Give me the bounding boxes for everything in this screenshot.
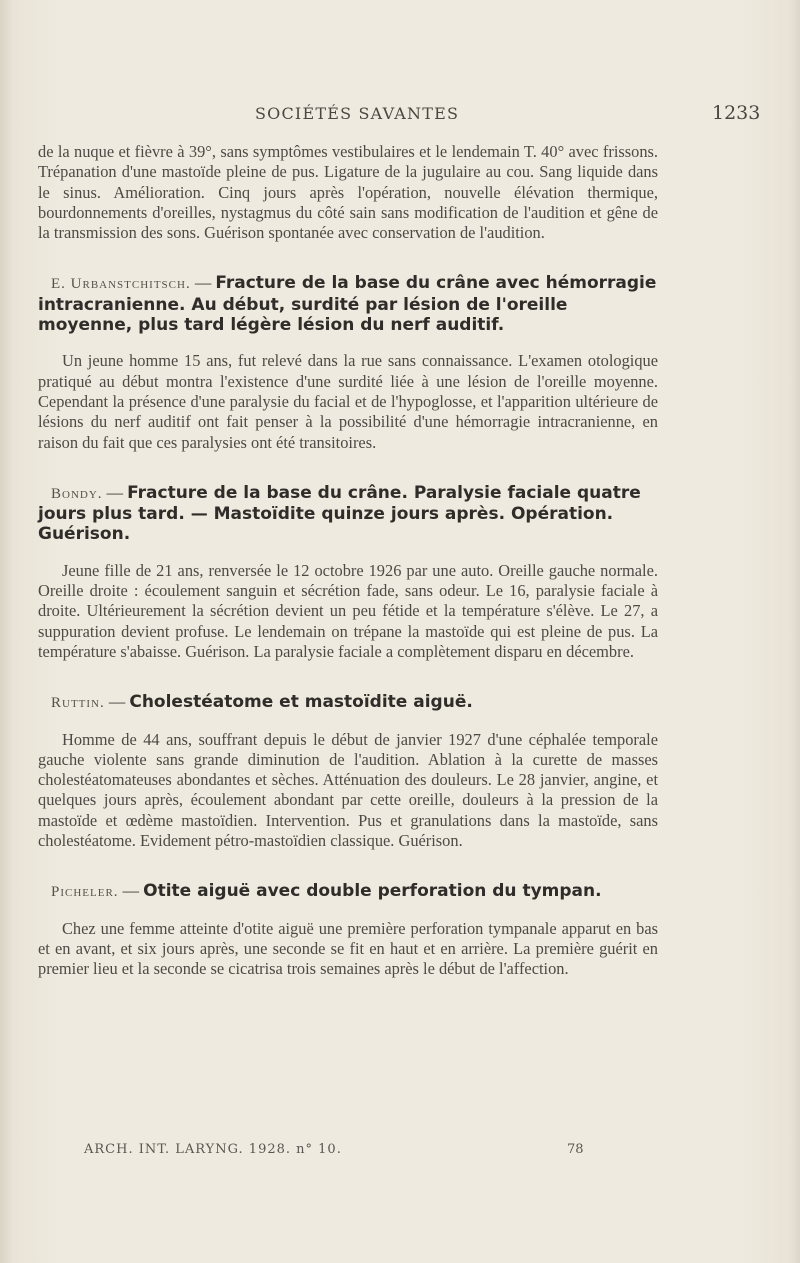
report-urbanstchitsch — [38, 273, 658, 452]
report-heading — [38, 692, 658, 713]
report-body: Homme de 44 ans, souffrant depuis le début de janvier 1927 d'une céphalée temporale gauche violente sans grande diminution de l'audition. Ablation à la curette de masses cholestéatomateuses abondantes et sèches. Atténuation des douleurs. Le 28 janvier, angine, et quelques jours après, écoulement abondant par cette oreille, douleurs à la pression de la mastoïde et œdème mastoïdien. Intervention. Pus et granulations dans la mastoïde, sans cholestéatome. Evidement pétro-mastoïdien classique. Guérison. — [38, 729, 658, 851]
report-body: Chez une femme atteinte d'otite aiguë une première perforation tympanale apparut en bas et en avant, et six jours après, une seconde se fit en haut et en arrière. La première guérit en premier lieu et la seconde se cicatrisa trois semaines après le début de l'affection. — [38, 918, 658, 979]
report-body: Jeune fille de 21 ans, renversée le 12 octobre 1926 par une auto. Oreille gauche normale. Oreille droite : écoulement sanguin et sécrétion fade, sans odeur. Le 16, paralysie faciale à droite. Ultérieurement la sécrétion devient un peu fétide et la température s'élève. Le 27, a suppuration devient profuse. Le lendemain on trépane la mastoïde qui est pleine de pus. La température s'abaisse. Guérison. La paralysie faciale a complètement disparu en décembre. — [38, 560, 658, 661]
signature-mark: 78 — [567, 1142, 584, 1157]
page-number: 1233 — [712, 102, 761, 124]
report-title: Fracture de la base du crâne. Paralysie faciale quatre jours plus tard. — Mastoïdite quinze jours après. Opération. Guérison. — [38, 482, 641, 545]
report-bondy — [38, 483, 658, 662]
report-title: Otite aiguë avec double perforation du tympan. — [143, 881, 602, 902]
report-ruttin — [38, 692, 658, 851]
heading-separator: — — [104, 692, 130, 712]
page-body — [38, 142, 658, 980]
heading-separator: — — [118, 881, 144, 901]
report-heading — [38, 881, 658, 902]
page-header — [0, 100, 800, 130]
report-body: Un jeune homme 15 ans, fut relevé dans la rue sans connaissance. L'examen otologique pratiqué au début montra l'existence d'une surdité liée à une lésion de l'oreille moyenne. Cependant la présence d'une paralysie du facial et de l'hypoglosse, et l'apparition ultérieure de lésions du nerf auditif ont fait penser à la possibilité d'une hémorragie intracranienne, en raison du fait que ces paralysies ont été transitoires. — [38, 351, 658, 452]
running-title: SOCIÉTÉS SAVANTES — [255, 104, 460, 123]
report-author: Bondy. — [51, 485, 103, 502]
report-author: Ruttin. — [51, 695, 105, 712]
report-author: Picheler. — [51, 884, 119, 901]
page-footer — [0, 1142, 800, 1162]
report-picheler — [38, 881, 658, 979]
report-title: Cholestéatome et mastoïdite aiguë. — [129, 692, 473, 713]
report-heading — [38, 483, 658, 545]
heading-separator: — — [102, 482, 128, 502]
heading-separator: — — [190, 273, 216, 293]
intro-paragraph: de la nuque et fièvre à 39°, sans symptômes vestibulaires et le lendemain T. 40° avec frissons. Trépanation d'une mastoïde pleine de pus. Ligature de la jugulaire au cou. Sang liquide dans le sinus. Amélioration. Cinq jours après l'opération, nouvelle élévation thermique, bourdonnements d'oreilles, nystagmus du côté sain sans modification de l'audition et gêne de la transmission des sons. Guérison spontanée avec conservation de l'audition. — [38, 142, 658, 243]
report-title: Fracture de la base du crâne avec hémorragie intracranienne. Au début, surdité par lésion de l'oreille moyenne, plus tard légère lésion du nerf auditif. — [38, 273, 657, 336]
report-author: E. Urbanstchitsch. — [51, 276, 191, 293]
journal-reference: ARCH. INT. LARYNG. 1928. n° 10. — [84, 1142, 342, 1157]
report-heading — [38, 273, 658, 335]
